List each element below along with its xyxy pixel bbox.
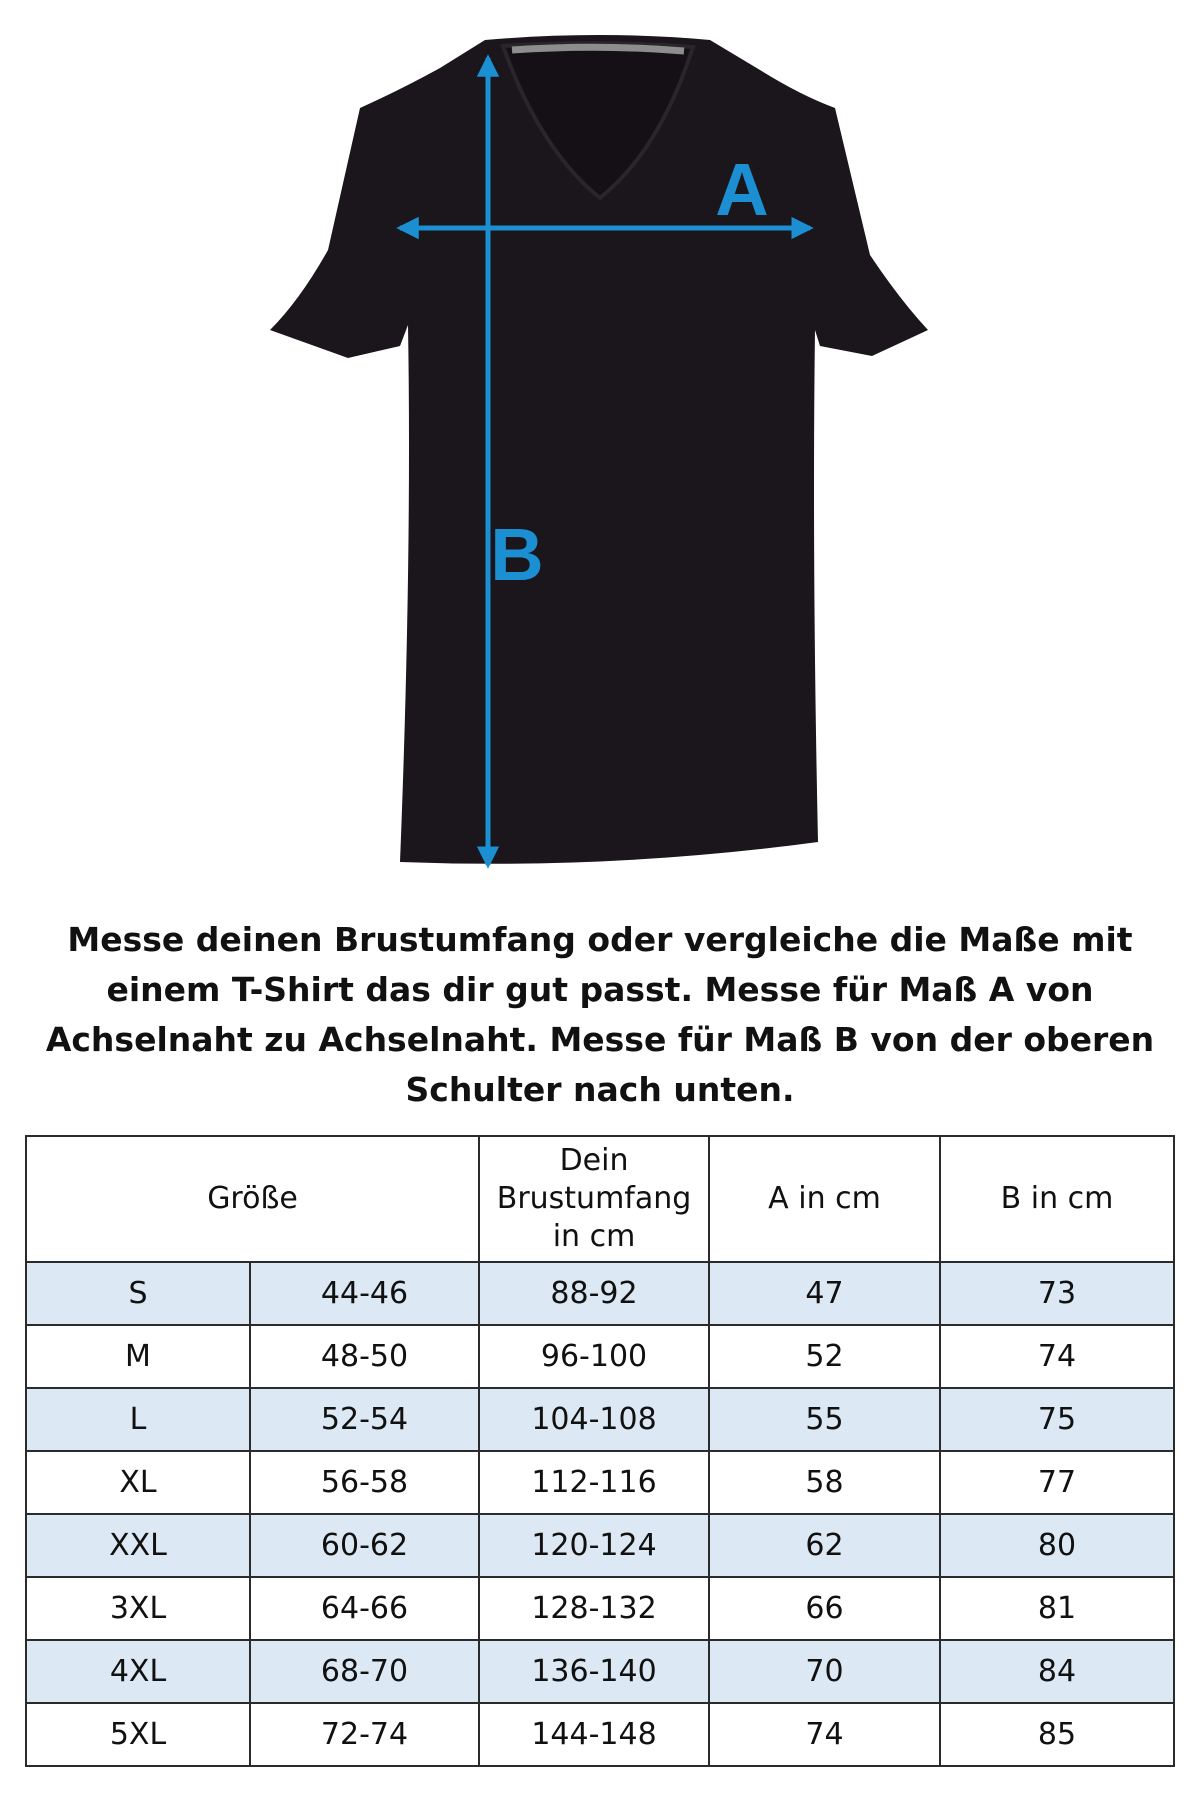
cell-eu: 60-62 — [250, 1514, 479, 1577]
table-row — [26, 1262, 1174, 1325]
cell-eu: 44-46 — [250, 1262, 479, 1325]
cell-eu: 48-50 — [250, 1325, 479, 1388]
cell-b: 75 — [940, 1388, 1174, 1451]
cell-size: XXL — [26, 1514, 250, 1577]
cell-b: 81 — [940, 1577, 1174, 1640]
cell-b: 77 — [940, 1451, 1174, 1514]
size-chart-table — [25, 1135, 1175, 1767]
table-row — [26, 1514, 1174, 1577]
cell-eu: 72-74 — [250, 1703, 479, 1766]
cell-size: XL — [26, 1451, 250, 1514]
table-row — [26, 1703, 1174, 1766]
header-b: B in cm — [940, 1136, 1174, 1262]
cell-size: L — [26, 1388, 250, 1451]
header-size: Größe — [26, 1136, 479, 1262]
cell-size: 3XL — [26, 1577, 250, 1640]
tshirt-measurement-diagram — [0, 0, 1200, 880]
cell-chest: 104-108 — [479, 1388, 709, 1451]
cell-chest: 120-124 — [479, 1514, 709, 1577]
cell-a: 47 — [709, 1262, 940, 1325]
cell-chest: 128-132 — [479, 1577, 709, 1640]
cell-chest: 112-116 — [479, 1451, 709, 1514]
cell-chest: 136-140 — [479, 1640, 709, 1703]
table-row — [26, 1451, 1174, 1514]
header-a: A in cm — [709, 1136, 940, 1262]
cell-size: 5XL — [26, 1703, 250, 1766]
cell-b: 84 — [940, 1640, 1174, 1703]
measuring-instructions: Messe deinen Brustumfang oder vergleiche die Maße mit einem T-Shirt das dir gut passt. Messe für Maß A von Achselnaht zu Achselnaht. Messe für Maß B von der oberen Schulter nach unten. — [45, 920, 1155, 1109]
table-row — [26, 1388, 1174, 1451]
measure-b-label: B — [490, 513, 544, 596]
cell-b: 73 — [940, 1262, 1174, 1325]
header-chest-line2: Brustumfang — [496, 1181, 692, 1216]
cell-a: 58 — [709, 1451, 940, 1514]
cell-a: 55 — [709, 1388, 940, 1451]
cell-a: 74 — [709, 1703, 940, 1766]
table-row — [26, 1325, 1174, 1388]
collar-tape — [512, 47, 684, 51]
header-chest-line1: Dein — [559, 1143, 629, 1178]
cell-eu: 68-70 — [250, 1640, 479, 1703]
cell-a: 52 — [709, 1325, 940, 1388]
cell-size: S — [26, 1262, 250, 1325]
header-chest-line3: in cm — [552, 1219, 636, 1254]
cell-a: 62 — [709, 1514, 940, 1577]
cell-b: 74 — [940, 1325, 1174, 1388]
cell-b: 85 — [940, 1703, 1174, 1766]
table-header-row — [26, 1136, 1174, 1262]
cell-b: 80 — [940, 1514, 1174, 1577]
cell-eu: 52-54 — [250, 1388, 479, 1451]
cell-a: 66 — [709, 1577, 940, 1640]
cell-a: 70 — [709, 1640, 940, 1703]
cell-eu: 64-66 — [250, 1577, 479, 1640]
cell-size: M — [26, 1325, 250, 1388]
measure-a-label: A — [715, 148, 769, 231]
cell-chest: 88-92 — [479, 1262, 709, 1325]
table-row — [26, 1577, 1174, 1640]
header-chest — [479, 1136, 709, 1262]
cell-eu: 56-58 — [250, 1451, 479, 1514]
cell-chest: 144-148 — [479, 1703, 709, 1766]
cell-size: 4XL — [26, 1640, 250, 1703]
cell-chest: 96-100 — [479, 1325, 709, 1388]
table-row — [26, 1640, 1174, 1703]
